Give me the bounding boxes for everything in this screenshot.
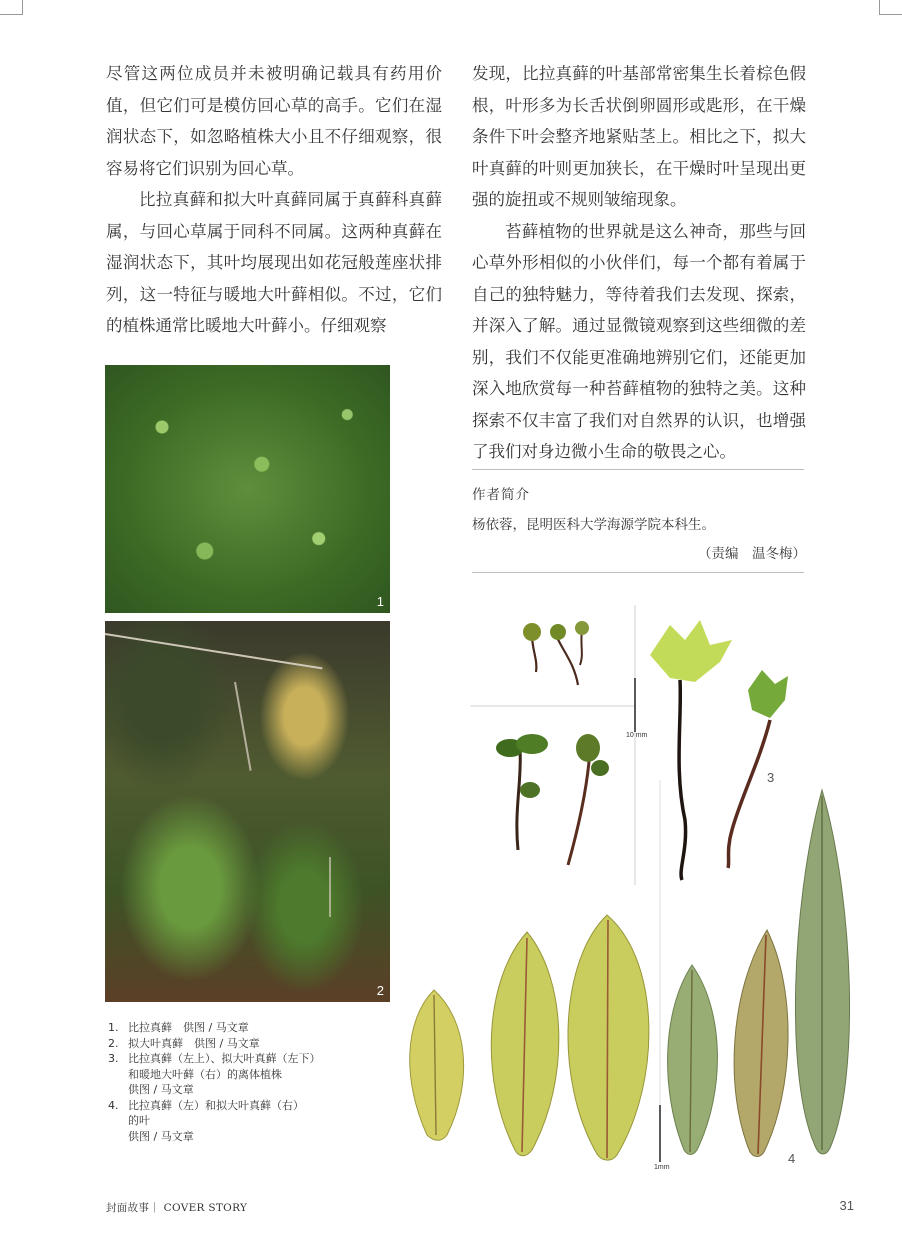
figure-number: 4: [788, 1151, 796, 1166]
page-number: 31: [839, 1198, 854, 1213]
divider: [472, 572, 804, 573]
caption-item: 3. 比拉真藓（左上）、拟大叶真藓（左下） 和暖地大叶藓（右）的离体植株 供图 / 马文章: [108, 1052, 321, 1096]
paragraph: 苔藓植物的世界就是这么神奇，那些与回心草外形相似的小伙伴们，每一个都有着属于自己的独特魅力，等待着我们去发现、探索，并深入了解。通过显微镜观察到这些细微的差别，我们不仅能更准确地辨别它们，还能更加深入地欣赏每一种苔藓植物的独特之美。这种探索不仅丰富了我们对自然界的认识，也增强了我们对身边微小生命的敬畏之心。: [472, 221, 806, 461]
leaf-bilazhenxian-2: [491, 932, 559, 1156]
caption-item: 2. 拟大叶真藓 供图 / 马文章: [108, 1036, 260, 1050]
section-label: 封面故事｜ COVER STORY: [106, 1202, 248, 1214]
moss-photo-2: [105, 621, 390, 1002]
paragraph: 尽管这两位成员并未被明确记载具有药用价值，但它们可是模仿回心草的高手。它们在湿润状态下，如忽略植株大小且不仔细观察，很容易将它们识别为回心草。: [106, 64, 442, 178]
scale-label-1mm: 1mm: [654, 1164, 670, 1171]
figure-number: 2: [376, 983, 384, 998]
leaf-bilazhenxian-1: [410, 990, 464, 1140]
plant-small-top: [523, 621, 589, 685]
article-right-column: [472, 58, 806, 468]
crop-mark-left: [0, 0, 23, 15]
article-left-column: [106, 58, 442, 342]
moss-photo-1: [105, 365, 390, 613]
figure-captions: [108, 1020, 368, 1144]
figure-number: 1: [376, 594, 384, 609]
author-bio: 杨依蓉，昆明医科大学海源学院本科生。: [472, 517, 715, 533]
leaf-nidayezhenxian-3: [795, 790, 849, 1154]
paragraph: 比拉真藓和拟大叶真藓同属于真藓科真藓属，与回心草属于同科不同属。这两种真藓在湿润状态下，其叶均展现出如花冠般莲座状排列，这一特征与暖地大叶藓相似。不过，它们的植株通常比暖地大叶藓小。仔细观察: [106, 190, 442, 335]
scale-label-10mm: 10 mm: [626, 732, 648, 739]
divider: [472, 469, 804, 470]
editor-credit: （责编 温冬梅）: [698, 546, 806, 562]
caption-item: 1. 比拉真藓 供图 / 马文章: [108, 1021, 249, 1034]
figure-number: 3: [767, 770, 775, 785]
leaf-bilazhenxian-3: [568, 915, 649, 1160]
caption-item: 4. 比拉真藓（左）和拟大叶真藓（右） 的叶 供图 / 马文章: [108, 1098, 304, 1143]
author-heading: 作者简介: [472, 487, 530, 503]
paragraph: 发现，比拉真藓的叶基部常密集生长着棕色假根，叶形多为长舌状倒卵圆形或匙形，在干燥条件下叶会整齐地紧贴茎上。相比之下，拟大叶真藓的叶则更加狭长，在干燥时叶呈现出更强的旋扭或不规则皱缩现象。: [472, 64, 806, 209]
specimen-leaves-figure: [392, 780, 862, 1170]
crop-mark-right: [879, 0, 902, 15]
leaf-nidayezhenxian-2: [734, 930, 788, 1157]
leaf-nidayezhenxian-1: [668, 965, 718, 1155]
